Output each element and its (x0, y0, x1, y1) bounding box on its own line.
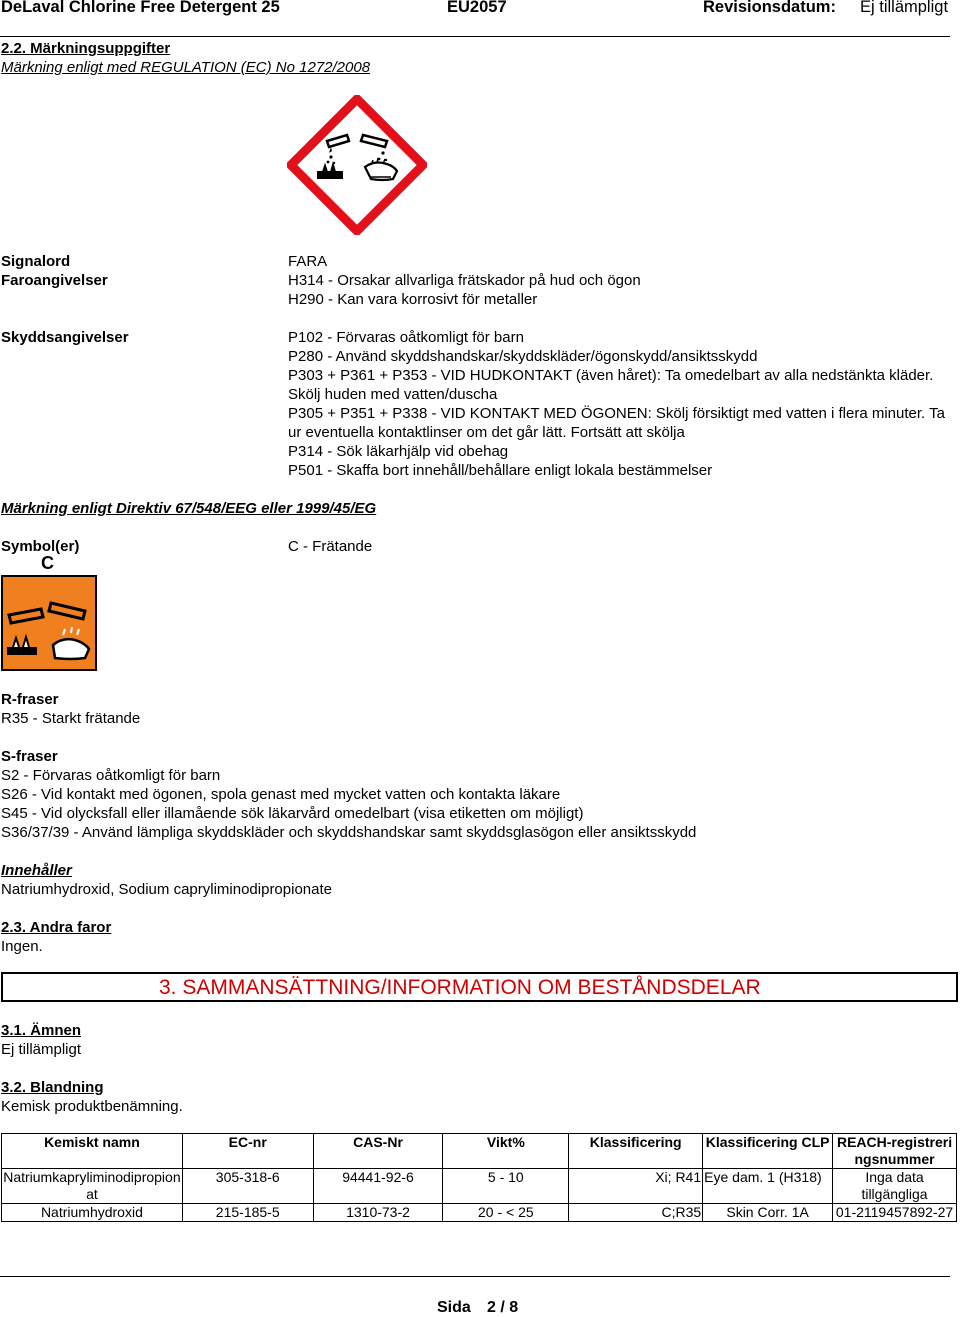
precautionary-statement: P305 + P351 + P338 - VID KONTAKT MED ÖGONEN: Skölj försiktigt med vatten i flera minuter. Ta ur eventuella kontaktlinser om det går lätt. Fortsätt att skölja (288, 405, 945, 441)
column-header: Klassificering (569, 1134, 703, 1169)
r-phrases-label: R-fraser (1, 691, 59, 708)
precautionary-statement: P501 - Skaffa bort innehåll/behållare enligt lokala bestämmelser (288, 462, 713, 479)
section-3-banner (1, 972, 958, 1002)
contains-value: Natriumhydroxid, Sodium capryliminodipropionate (1, 881, 332, 898)
substances-value: Ej tillämpligt (1, 1041, 82, 1058)
hazard-statement-list (288, 271, 953, 309)
mixtures-value: Kemisk produktbenämning. (1, 1098, 183, 1115)
directive-heading: Märkning enligt Direktiv 67/548/EEG eller 1999/45/EG (1, 500, 377, 517)
signal-word: FARA (288, 253, 328, 270)
document-code: EU2057 (447, 0, 507, 16)
table-cell: Natriumhydroxid (2, 1204, 183, 1222)
revision-value: Ej tillämpligt (860, 0, 949, 16)
composition-table (1, 1133, 957, 1222)
signal-word-label: Signalord (1, 253, 71, 270)
table-header-row (2, 1134, 957, 1169)
precautionary-statement: P303 + P361 + P353 - VID HUDKONTAKT (även håret): Ta omedelbart av alla nedstänkta kläder. Skölj huden med vatten/duscha (288, 367, 934, 403)
footer-rule (0, 1276, 950, 1277)
contains-label: Innehåller (1, 862, 72, 879)
precautionary-statements-label: Skyddsangivelser (1, 329, 129, 346)
table-cell: Eye dam. 1 (H318) (703, 1169, 833, 1204)
table-cell: Xi; R41 (569, 1169, 703, 1204)
precautionary-statement: P314 - Sök läkarhjälp vid obehag (288, 443, 509, 460)
s-phrase: S36/37/39 - Använd lämpliga skyddskläder och skyddshandskar samt skyddsglasögon eller ansiktsskydd (1, 824, 697, 841)
ghs-corrosion-pictogram (287, 95, 427, 235)
header-rule (0, 36, 950, 37)
section-3-title: 3. SAMMANSÄTTNING/INFORMATION OM BESTÅNDSDELAR (159, 976, 761, 999)
precautionary-statement-list (288, 328, 953, 480)
hazard-statement: H290 - Kan vara korrosivt för metaller (288, 291, 538, 308)
table-cell: Skin Corr. 1A (703, 1204, 833, 1222)
column-header: Vikt% (443, 1134, 569, 1169)
table-row (2, 1169, 957, 1204)
table-cell: 215-185-5 (182, 1204, 313, 1222)
symbol-letter: C (41, 553, 54, 573)
table-cell: 5 - 10 (443, 1169, 569, 1204)
symbol-value: C - Frätande (288, 538, 373, 555)
table-cell: 305-318-6 (182, 1169, 313, 1204)
symbol-label: Symbol(er) (1, 538, 80, 555)
other-hazards-value: Ingen. (1, 938, 43, 955)
s-phrase: S45 - Vid olycksfall eller illamående sök läkarvård omedelbart (visa etiketten om möjligt) (1, 805, 584, 822)
column-header: CAS-Nr (313, 1134, 443, 1169)
section-3-2-heading: 3.2. Blandning (1, 1079, 104, 1096)
column-header: EC-nr (182, 1134, 313, 1169)
table-cell: C;R35 (569, 1204, 703, 1222)
page-number: 2 / 8 (487, 1299, 519, 1316)
table-cell: 01-2119457892-27 (833, 1204, 957, 1222)
column-header: REACH-registreringsnummer (833, 1134, 957, 1169)
column-header: Kemiskt namn (2, 1134, 183, 1169)
column-header: Klassificering CLP (703, 1134, 833, 1169)
dsd-corrosive-icon (1, 575, 97, 671)
regulation-subheading: Märkning enligt med REGULATION (EC) No 1272/2008 (1, 59, 371, 76)
document-product-name: DeLaval Chlorine Free Detergent 25 (1, 0, 280, 16)
hazard-statement: H314 - Orsakar allvarliga frätskador på hud och ögon (288, 272, 641, 289)
precautionary-statement: P280 - Använd skyddshandskar/skyddskläder/ögonskydd/ansiktsskydd (288, 348, 758, 365)
table-cell: Natriumkapryliminodipropionat (3, 1169, 181, 1202)
table-row (2, 1204, 957, 1222)
table-cell: 94441-92-6 (313, 1169, 443, 1204)
section-2-3-heading: 2.3. Andra faror (1, 919, 112, 936)
precautionary-statement: P102 - Förvaras oåtkomligt för barn (288, 329, 524, 346)
table-cell: Inga data tillgängliga (833, 1169, 957, 1204)
revision-label: Revisionsdatum: (703, 0, 836, 16)
page-label: Sida (437, 1299, 471, 1316)
table-cell: 20 - < 25 (443, 1204, 569, 1222)
hazard-statements-label: Faroangivelser (1, 272, 108, 289)
section-2-2-heading: 2.2. Märkningsuppgifter (1, 40, 171, 57)
r-phrase: R35 - Starkt frätande (1, 710, 141, 727)
s-phrase: S26 - Vid kontakt med ögonen, spola genast med mycket vatten och kontakta läkare (1, 786, 561, 803)
table-cell: 1310-73-2 (313, 1204, 443, 1222)
s-phrases-label: S-fraser (1, 748, 58, 765)
section-3-1-heading: 3.1. Ämnen (1, 1022, 82, 1039)
s-phrase: S2 - Förvaras oåtkomligt för barn (1, 767, 221, 784)
